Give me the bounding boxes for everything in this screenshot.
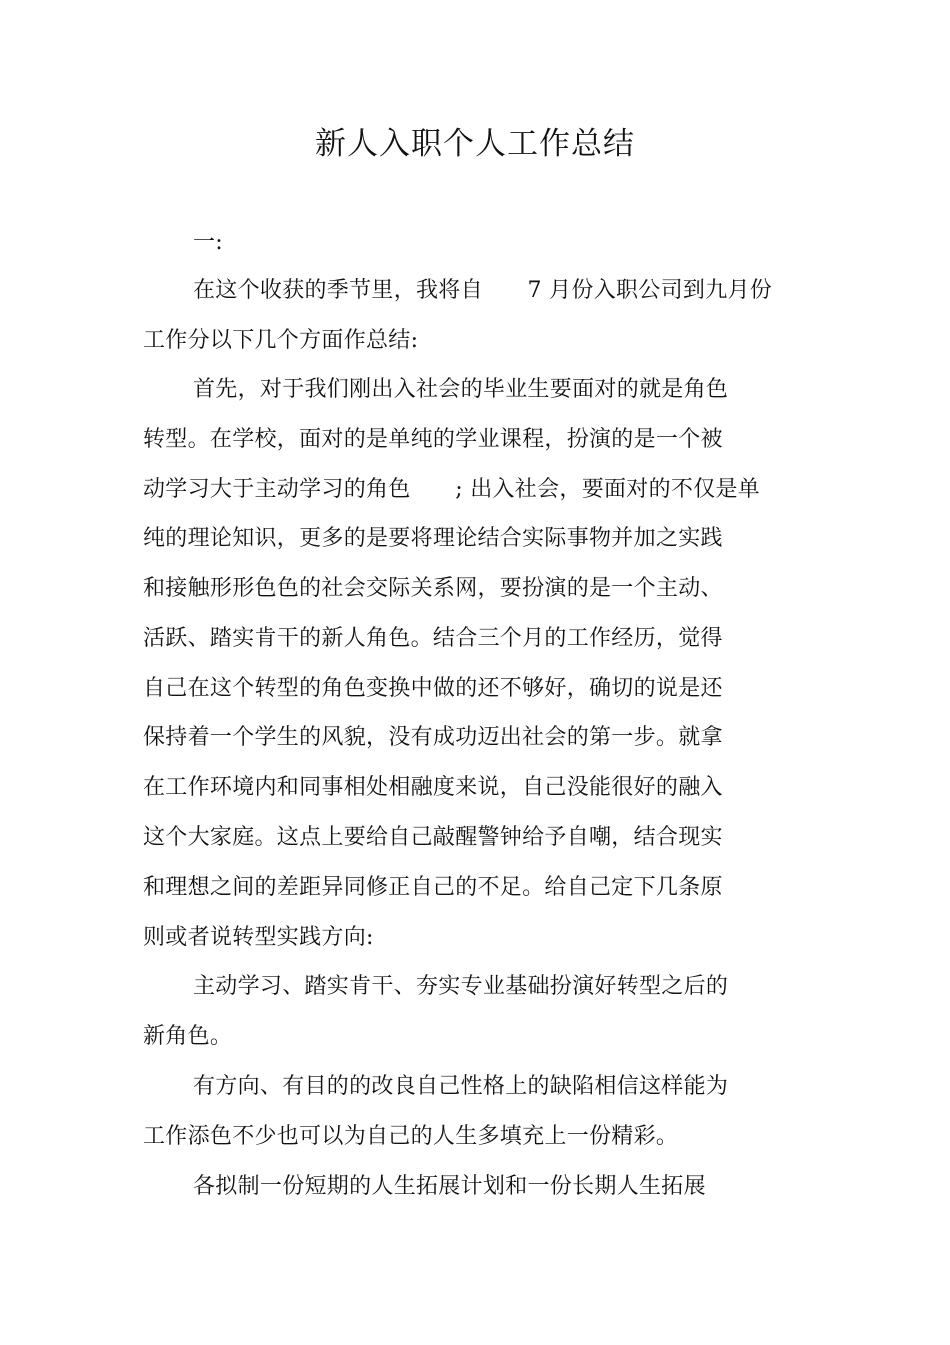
- paragraph-line: 转型。在学校，面对的是单纯的学业课程，扮演的是一个被: [143, 427, 723, 452]
- paragraph-line: 和理想之间的差距异同修正自己的不足。给自己定下几条原: [143, 875, 723, 900]
- paragraph-line: 有方向、有目的的改良自己性格上的缺陷相信这样能为: [193, 1074, 729, 1099]
- paragraph-line: 这个大家庭。这点上要给自己敲醒警钟给予自嘲，结合现实: [143, 825, 723, 850]
- paragraph-line: 在工作环境内和同事相处相融度来说，自己没能很好的融入: [143, 775, 723, 800]
- paragraph-line: 在这个收获的季节里，我将自 7 月份入职公司到九月份: [193, 278, 773, 303]
- paragraph-line: 主动学习、踏实肯干、夯实专业基础扮演好转型之后的: [193, 974, 729, 999]
- paragraph-line: 自己在这个转型的角色变换中做的还不够好，确切的说是还: [143, 676, 723, 701]
- paragraph-line: 和接触形形色色的社会交际关系网，要扮演的是一个主动、: [143, 576, 723, 601]
- paragraph-line: 工作添色不少也可以为自己的人生多填充上一份精彩。: [143, 1124, 679, 1149]
- paragraph-line: 则或者说转型实践方向:: [143, 925, 374, 950]
- paragraph-line: 保持着一个学生的风貌，没有成功迈出社会的第一步。就拿: [143, 725, 723, 750]
- document-title: 新人入职个人工作总结: [315, 126, 635, 162]
- paragraph-line: 纯的理论知识，更多的是要将理论结合实际事物并加之实践: [143, 526, 723, 551]
- paragraph-line: 动学习大于主动学习的角色 ; 出入社会，要面对的不仅是单: [143, 477, 761, 502]
- section-heading: 一:: [193, 230, 224, 255]
- paragraph-line: 工作分以下几个方面作总结:: [143, 328, 419, 353]
- paragraph-line: 首先，对于我们刚出入社会的毕业生要面对的就是角色: [193, 377, 729, 402]
- paragraph-line: 各拟制一份短期的人生拓展计划和一份长期人生拓展: [193, 1174, 706, 1199]
- paragraph-line: 活跃、踏实肯干的新人角色。结合三个月的工作经历，觉得: [143, 626, 723, 651]
- paragraph-line: 新角色。: [143, 1024, 233, 1049]
